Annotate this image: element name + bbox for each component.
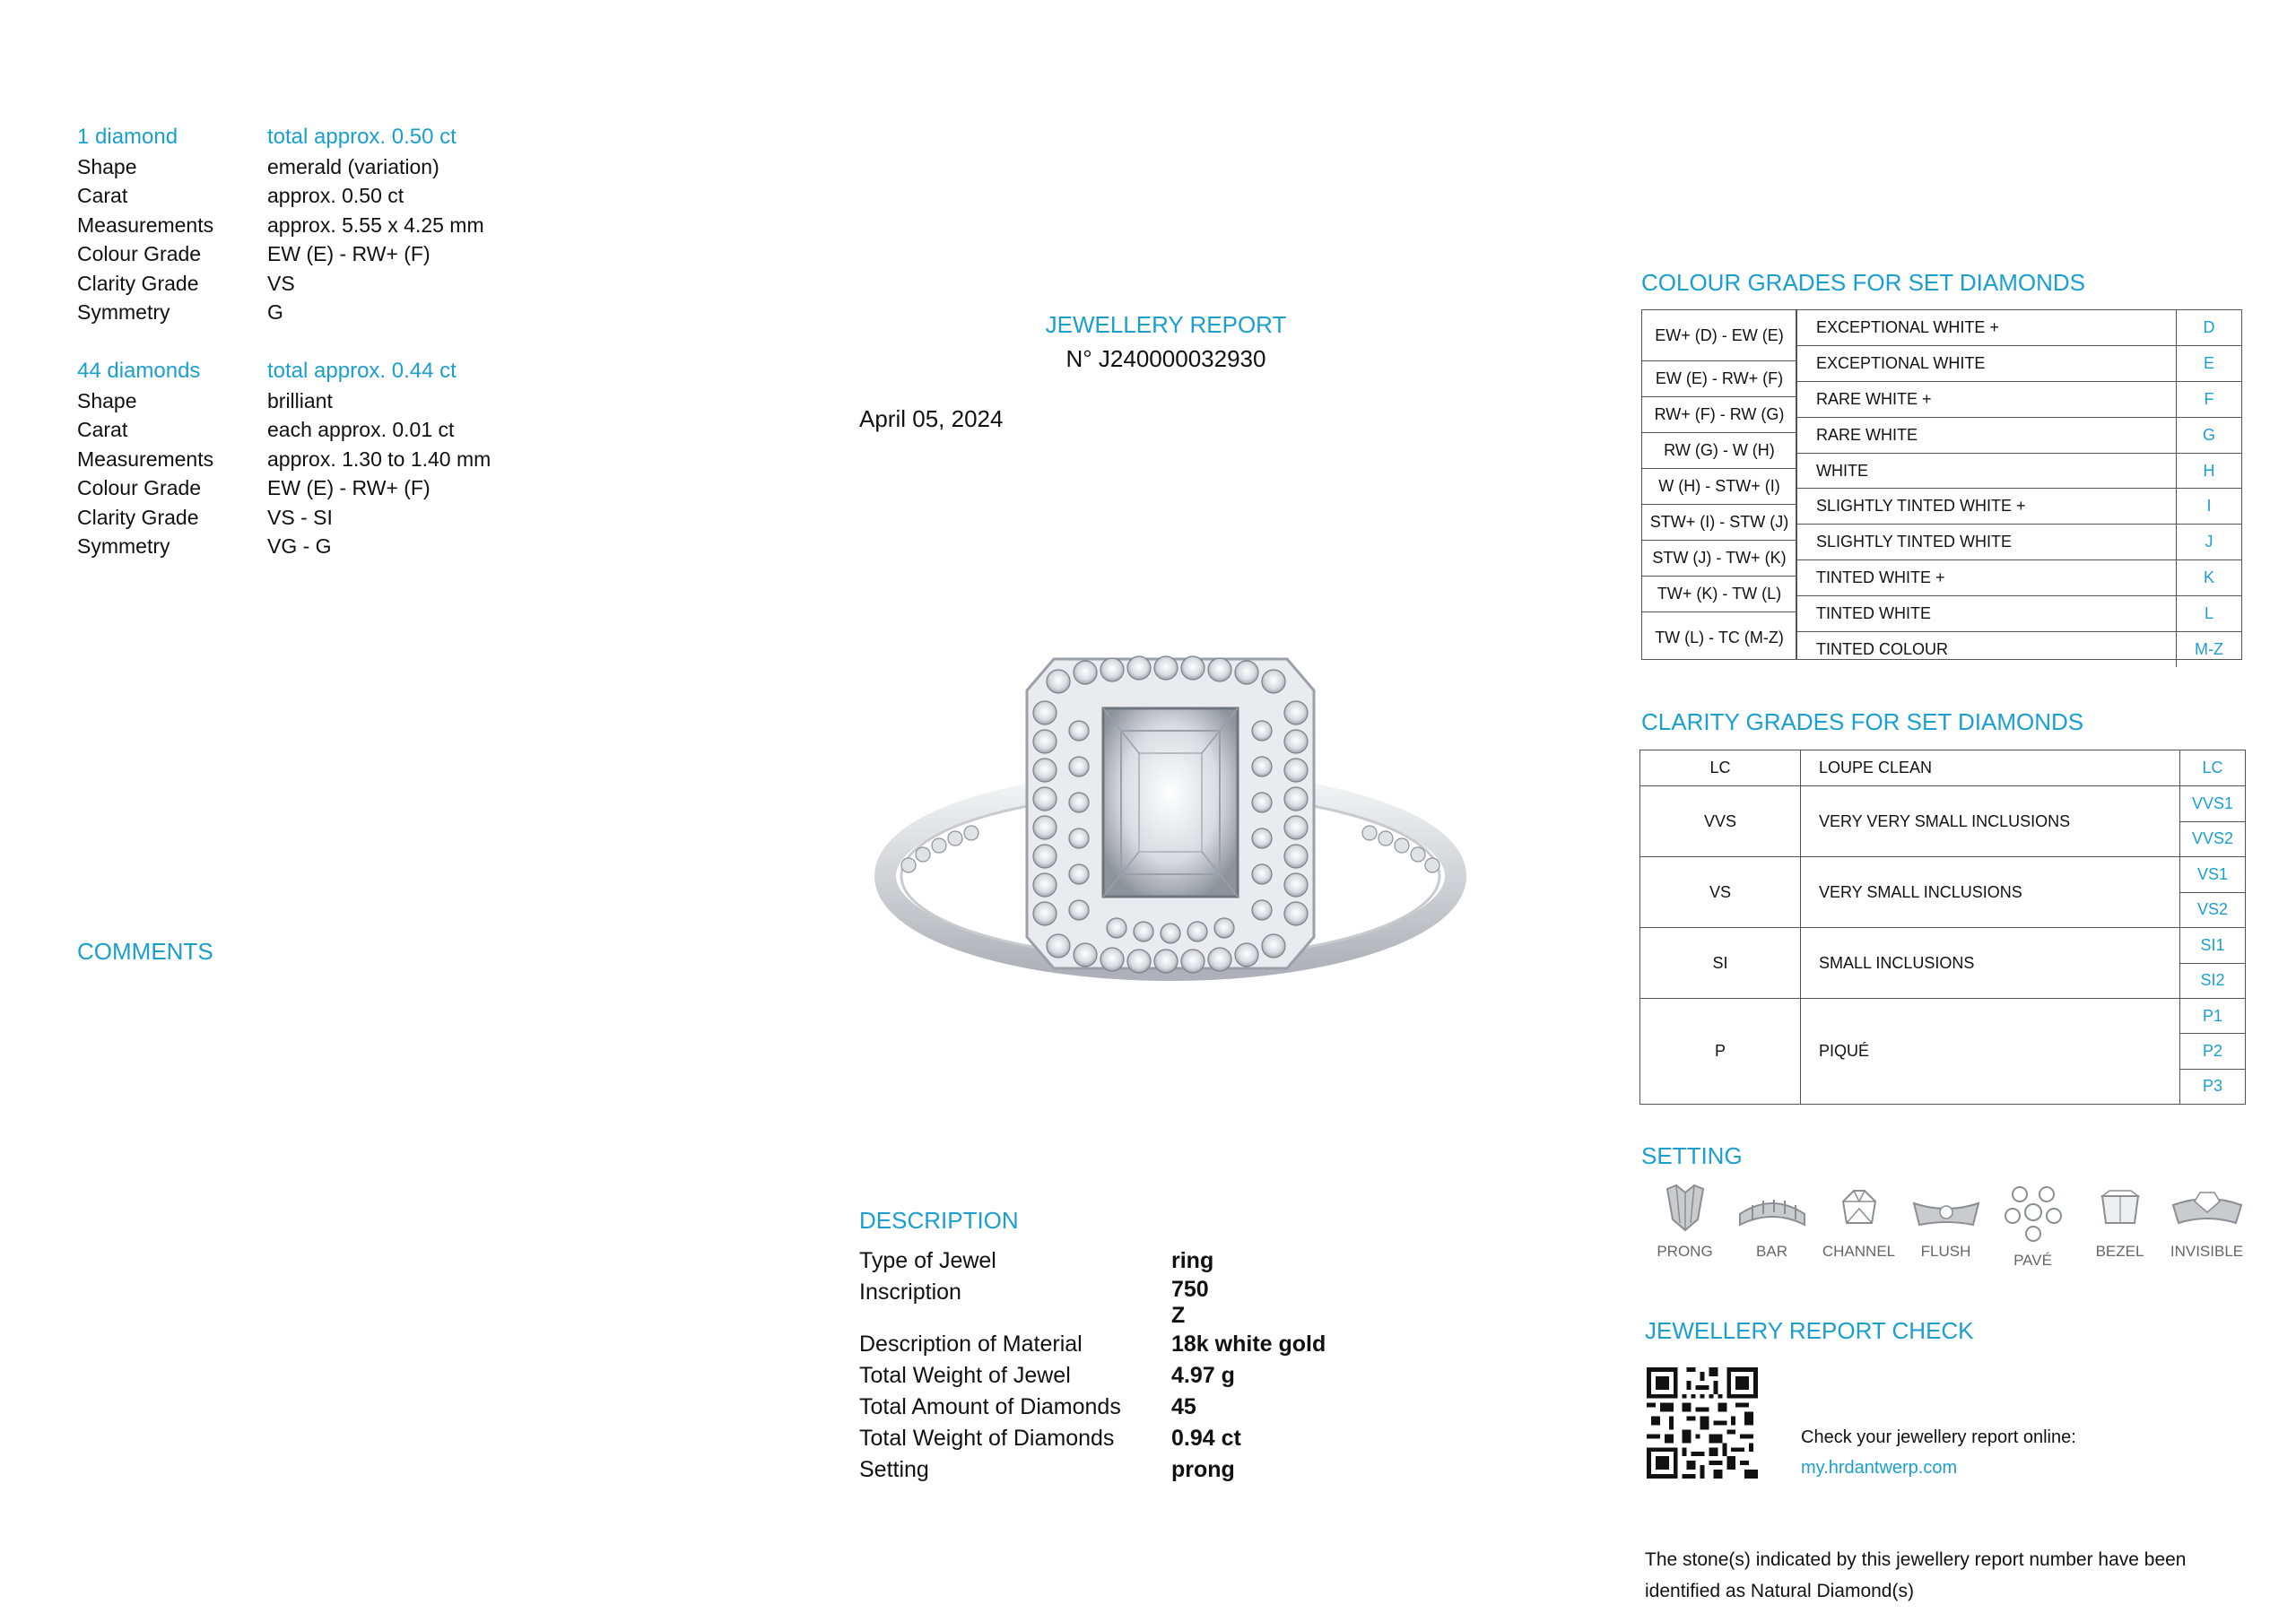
description-value: 4.97 g xyxy=(1171,1363,1235,1388)
colour-code: L xyxy=(2176,596,2241,631)
colour-range: STW+ (I) - STW (J) xyxy=(1642,505,1796,541)
colour-name: SLIGHTLY TINTED WHITE + xyxy=(1816,497,2026,516)
channel-icon xyxy=(1832,1184,1886,1234)
field-value: approx. 5.55 x 4.25 mm xyxy=(267,213,484,237)
clarity-codes xyxy=(2179,750,2245,785)
report-title: JEWELLERY REPORT xyxy=(1045,311,1287,338)
flush-icon xyxy=(1910,1184,1982,1234)
field-label: Colour Grade xyxy=(77,242,202,265)
colour-range: TW+ (K) - TW (L) xyxy=(1642,577,1796,612)
clarity-code: SI2 xyxy=(2200,971,2225,990)
field-value: EW (E) - RW+ (F) xyxy=(267,242,430,265)
setting-title: SETTING xyxy=(1641,1142,1743,1169)
field-value: brilliant xyxy=(267,388,333,412)
colour-code: G xyxy=(2176,418,2241,453)
main-diamond-count: 1 diamond xyxy=(77,125,178,149)
clarity-abbr: SI xyxy=(1640,928,1801,998)
colour-row xyxy=(1796,632,2241,667)
inscription-line-1: 750 xyxy=(1171,1277,1209,1302)
ring-photo xyxy=(874,641,1466,1013)
field-label: Measurements xyxy=(77,213,214,237)
field-value: VS xyxy=(267,271,295,295)
colour-code: F xyxy=(2176,382,2241,417)
clarity-code: VS1 xyxy=(2180,857,2245,893)
setting-label: FLUSH xyxy=(1920,1243,1971,1260)
setting-label: CHANNEL xyxy=(1822,1243,1896,1260)
description-label: Total Amount of Diamonds xyxy=(859,1394,1121,1419)
setting-label: BAR xyxy=(1756,1243,1787,1260)
field-label: Shape xyxy=(77,154,137,178)
colour-code: E xyxy=(2176,346,2241,381)
colour-row xyxy=(1796,454,2241,490)
colour-left-column xyxy=(1641,309,1797,660)
field-value: emerald (variation) xyxy=(267,154,439,178)
description-value: 0.94 ct xyxy=(1171,1426,1241,1451)
clarity-code: P2 xyxy=(2180,1034,2245,1069)
clarity-grades-title: CLARITY GRADES FOR SET DIAMONDS xyxy=(1641,708,2084,735)
clarity-abbr: LC xyxy=(1640,750,1801,785)
main-diamond-total: total approx. 0.50 ct xyxy=(267,125,457,149)
colour-name: RARE WHITE xyxy=(1816,425,1918,444)
colour-row xyxy=(1796,489,2241,525)
field-label: Colour Grade xyxy=(77,476,202,499)
pave-icon xyxy=(2002,1184,2065,1243)
clarity-code: VVS2 xyxy=(2191,829,2234,848)
colour-name: WHITE xyxy=(1816,461,1868,480)
description-value: 45 xyxy=(1171,1394,1196,1419)
clarity-grades-table xyxy=(1639,750,2246,1105)
description-value: ring xyxy=(1171,1248,1214,1273)
report-check-text: Check your jewellery report online: xyxy=(1801,1427,2076,1447)
setting-icons xyxy=(1641,1184,2250,1270)
clarity-abbr: VVS xyxy=(1640,786,1801,856)
clarity-abbr: P xyxy=(1640,999,1801,1104)
clarity-codes xyxy=(2179,786,2245,856)
main-diamond-section xyxy=(77,123,484,327)
field-label: Measurements xyxy=(77,447,214,471)
colour-row xyxy=(1796,525,2241,560)
colour-row xyxy=(1796,382,2241,418)
colour-name: EXCEPTIONAL WHITE + xyxy=(1816,317,1999,336)
description-label: Inscription xyxy=(859,1279,961,1305)
colour-row xyxy=(1796,346,2241,382)
report-check-link[interactable]: my.hrdantwerp.com xyxy=(1801,1458,1958,1478)
inscription-line-2: Z xyxy=(1171,1303,1186,1328)
setting-channel xyxy=(1815,1184,1902,1270)
description-title: DESCRIPTION xyxy=(859,1207,1019,1234)
field-value: approx. 1.30 to 1.40 mm xyxy=(267,447,491,471)
field-label: Symmetry xyxy=(77,300,170,324)
qr-code-icon[interactable] xyxy=(1647,1367,1758,1479)
setting-bar xyxy=(1728,1184,1815,1270)
setting-label: PAVÉ xyxy=(2013,1252,2052,1269)
description-table xyxy=(859,1245,1326,1486)
colour-grades-title: COLOUR GRADES FOR SET DIAMONDS xyxy=(1641,269,2086,296)
description-label: Total Weight of Jewel xyxy=(859,1363,1071,1388)
field-value: G xyxy=(267,300,283,324)
description-label: Description of Material xyxy=(859,1331,1083,1357)
natural-diamond-note xyxy=(1645,1544,2186,1607)
report-check-title: JEWELLERY REPORT CHECK xyxy=(1645,1317,1974,1344)
setting-label: BEZEL xyxy=(2095,1243,2144,1260)
bezel-icon xyxy=(2093,1184,2147,1234)
clarity-name: PIQUÉ xyxy=(1819,1042,1870,1060)
clarity-codes xyxy=(2179,857,2245,927)
inscription-value xyxy=(1171,1277,1209,1329)
report-date: April 05, 2024 xyxy=(859,405,1004,432)
colour-code: J xyxy=(2176,525,2241,559)
description-label: Type of Jewel xyxy=(859,1248,996,1273)
field-label: Carat xyxy=(77,418,128,441)
clarity-abbr: VS xyxy=(1640,857,1801,927)
colour-range: EW+ (D) - EW (E) xyxy=(1642,310,1796,361)
colour-row xyxy=(1796,560,2241,596)
clarity-code: LC xyxy=(2202,759,2223,776)
description-label: Total Weight of Diamonds xyxy=(859,1426,1115,1451)
prong-icon xyxy=(1658,1184,1712,1234)
field-label: Clarity Grade xyxy=(77,271,199,295)
colour-row xyxy=(1796,418,2241,454)
clarity-code: P1 xyxy=(2180,999,2245,1034)
setting-pave xyxy=(1989,1184,2076,1270)
bar-icon xyxy=(1736,1184,1808,1234)
setting-label: INVISIBLE xyxy=(2170,1243,2244,1260)
setting-label: PRONG xyxy=(1657,1243,1713,1260)
note-line-2: identified as Natural Diamond(s) xyxy=(1645,1581,1914,1601)
colour-name: TINTED WHITE xyxy=(1816,604,1931,623)
description-label: Setting xyxy=(859,1457,929,1482)
clarity-code: VS2 xyxy=(2196,900,2229,919)
field-value: EW (E) - RW+ (F) xyxy=(267,476,430,499)
clarity-group xyxy=(1640,928,2245,999)
field-label: Symmetry xyxy=(77,534,170,558)
clarity-group xyxy=(1640,857,2245,928)
colour-code: H xyxy=(2176,454,2241,489)
note-line-1: The stone(s) indicated by this jewellery report number have been xyxy=(1645,1549,2187,1570)
colour-row xyxy=(1796,596,2241,632)
clarity-name: LOUPE CLEAN xyxy=(1819,759,1933,776)
clarity-name: SMALL INCLUSIONS xyxy=(1819,953,1975,972)
comments-title: COMMENTS xyxy=(77,938,213,965)
clarity-code: SI1 xyxy=(2180,928,2245,964)
description-value: 18k white gold xyxy=(1171,1331,1326,1357)
clarity-code: P3 xyxy=(2202,1077,2223,1096)
setting-invisible xyxy=(2163,1184,2250,1270)
clarity-name: VERY SMALL INCLUSIONS xyxy=(1819,882,2022,901)
colour-range: TW (L) - TC (M-Z) xyxy=(1655,628,1784,646)
field-label: Carat xyxy=(77,184,128,207)
side-diamonds-count: 44 diamonds xyxy=(77,359,201,383)
field-label: Shape xyxy=(77,388,137,412)
colour-grades-table xyxy=(1641,309,2242,660)
setting-prong xyxy=(1641,1184,1728,1270)
colour-row xyxy=(1796,310,2241,346)
field-value: VG - G xyxy=(267,534,332,558)
invisible-icon xyxy=(2170,1184,2245,1234)
field-value: each approx. 0.01 ct xyxy=(267,418,455,441)
clarity-codes xyxy=(2179,999,2245,1104)
colour-name: TINTED WHITE + xyxy=(1816,568,1945,587)
setting-flush xyxy=(1902,1184,1989,1270)
colour-range: STW (J) - TW+ (K) xyxy=(1642,541,1796,577)
colour-range: RW+ (F) - RW (G) xyxy=(1642,397,1796,433)
clarity-code: VVS1 xyxy=(2180,786,2245,822)
colour-code: D xyxy=(2176,310,2241,345)
clarity-codes xyxy=(2179,928,2245,998)
side-diamonds-total: total approx. 0.44 ct xyxy=(267,359,457,383)
clarity-name: VERY VERY SMALL INCLUSIONS xyxy=(1819,811,2071,830)
clarity-group xyxy=(1640,999,2245,1104)
colour-right-column xyxy=(1796,309,2242,660)
colour-name: SLIGHTLY TINTED WHITE xyxy=(1816,533,2013,551)
colour-code: K xyxy=(2176,560,2241,595)
field-value: VS - SI xyxy=(267,505,333,529)
colour-name: EXCEPTIONAL WHITE xyxy=(1816,353,1986,372)
colour-name: RARE WHITE + xyxy=(1816,389,1932,408)
colour-range: EW (E) - RW+ (F) xyxy=(1642,361,1796,397)
clarity-group xyxy=(1640,786,2245,857)
colour-code: I xyxy=(2176,489,2241,524)
field-label: Clarity Grade xyxy=(77,505,199,529)
description-value: prong xyxy=(1171,1457,1235,1482)
colour-name: TINTED COLOUR xyxy=(1816,639,1949,658)
colour-code: M-Z xyxy=(2176,632,2241,667)
clarity-group xyxy=(1640,750,2245,786)
side-diamonds-section xyxy=(77,357,491,561)
colour-range: RW (G) - W (H) xyxy=(1642,433,1796,469)
setting-bezel xyxy=(2076,1184,2163,1270)
report-number: N° J240000032930 xyxy=(1065,345,1266,372)
field-value: approx. 0.50 ct xyxy=(267,184,404,207)
colour-range: W (H) - STW+ (I) xyxy=(1642,469,1796,505)
